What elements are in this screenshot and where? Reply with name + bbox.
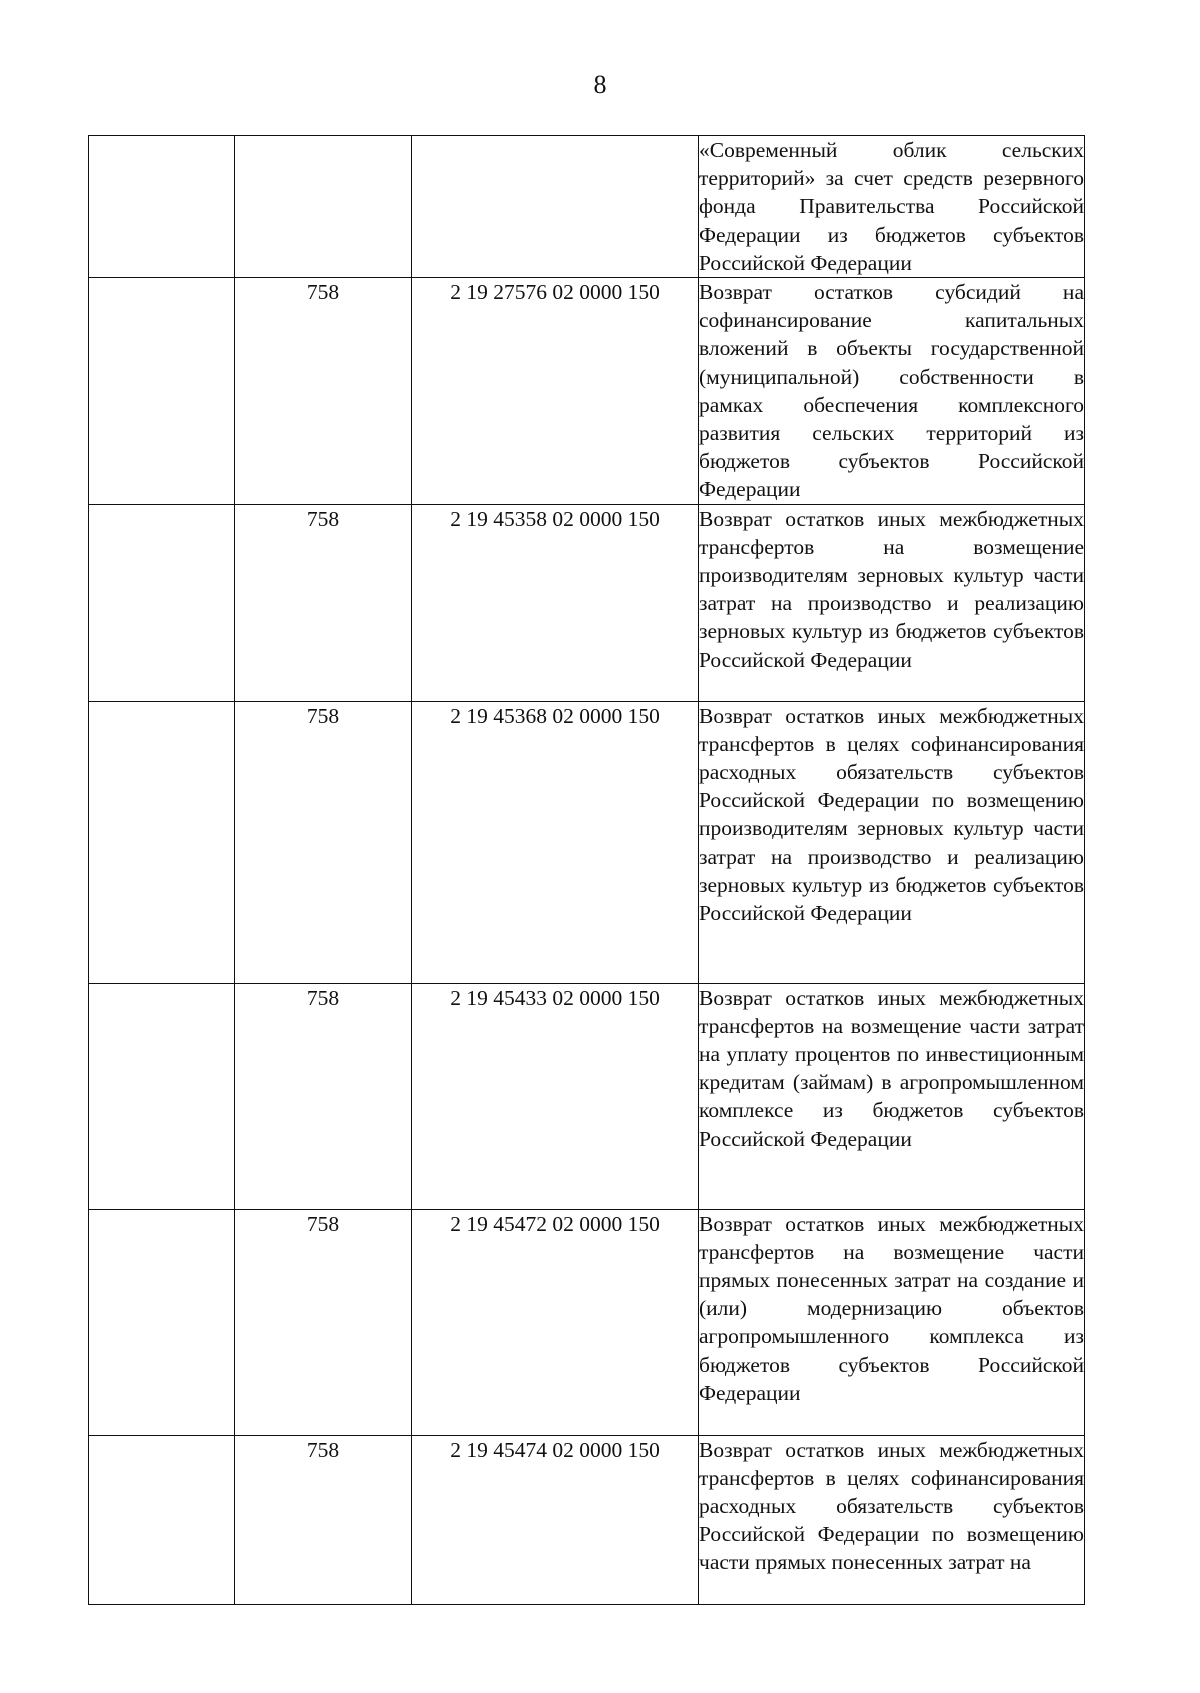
admin-code: 758 — [306, 1437, 340, 1462]
admin-code-cell — [235, 504, 412, 701]
description-text: Возврат остатков иных межбюджетных трансфертов на возмещение части затрат на уплату процентов по инвестиционным кредитам (займам) в агропромышленном комплексе из бюджетов субъектов Российской Федерации — [699, 985, 1084, 1151]
budget-code-cell — [412, 701, 699, 983]
description-cell — [699, 701, 1085, 983]
empty-cell — [89, 504, 235, 701]
empty-cell — [89, 701, 235, 983]
budget-code-cell — [412, 1209, 699, 1435]
table-row — [89, 701, 1085, 983]
admin-code: 758 — [306, 1211, 340, 1236]
description-text: «Современный облик сельских территорий» за счет средств резервного фонда Правительства Российской Федерации из бюджетов субъектов Российской Федерации — [699, 138, 1084, 275]
admin-code-cell — [235, 1435, 412, 1604]
admin-code: 758 — [306, 703, 340, 728]
description-cell — [699, 136, 1085, 278]
table-row — [89, 278, 1085, 505]
admin-code-cell — [235, 701, 412, 983]
admin-code-cell — [235, 1209, 412, 1435]
budget-code-cell — [412, 1435, 699, 1604]
description-text: Возврат остатков иных межбюджетных трансфертов на возмещение части прямых понесенных затрат на создание и (или) модернизацию объектов агропромышленного комплекса из бюджетов субъектов Российской Федерации — [699, 1211, 1084, 1405]
empty-cell — [89, 1209, 235, 1435]
description-text: Возврат остатков иных межбюджетных трансфертов в целях софинансирования расходных обязательств субъектов Российской Федерации по возмещению части прямых понесенных затрат на — [699, 1437, 1084, 1575]
budget-code: 2 19 45358 02 0000 150 — [450, 506, 660, 531]
budget-code-cell — [412, 504, 699, 701]
description-cell — [699, 983, 1085, 1209]
description-text: Возврат остатков субсидий на софинансирование капитальных вложений в объекты государственной (муниципальной) собственности в рамках обеспечения комплексного развития сельских территорий из бюджетов субъектов Российской Федерации — [699, 280, 1084, 502]
empty-cell — [89, 278, 235, 505]
admin-code: 758 — [306, 506, 340, 531]
admin-code-cell — [235, 136, 412, 278]
description-cell — [699, 278, 1085, 505]
budget-code: 2 19 45472 02 0000 150 — [450, 1211, 660, 1236]
admin-code: 758 — [306, 985, 340, 1010]
budget-code: 2 19 45433 02 0000 150 — [450, 985, 660, 1010]
description-cell — [699, 1435, 1085, 1604]
table-row — [89, 1209, 1085, 1435]
budget-codes-table — [88, 135, 1085, 1605]
empty-cell — [89, 136, 235, 278]
table-row — [89, 1435, 1085, 1604]
description-cell — [699, 504, 1085, 701]
empty-cell — [89, 1435, 235, 1604]
table-row — [89, 983, 1085, 1209]
admin-code: 758 — [306, 280, 340, 305]
description-text: Возврат остатков иных межбюджетных трансфертов на возмещение производителям зерновых культур части затрат на производство и реализацию зерновых культур из бюджетов субъектов Российской Федерации — [699, 506, 1084, 672]
table-row — [89, 136, 1085, 278]
budget-code: 2 19 45474 02 0000 150 — [450, 1437, 660, 1462]
budget-code-cell — [412, 136, 699, 278]
empty-cell — [89, 983, 235, 1209]
budget-code-cell — [412, 278, 699, 505]
page-number: 8 — [593, 70, 607, 99]
description-text: Возврат остатков иных межбюджетных трансфертов в целях софинансирования расходных обязательств субъектов Российской Федерации по возмещению производителям зерновых культур части затрат на производство и реализацию зерновых культур из бюджетов субъектов Российской Федерации — [699, 703, 1084, 926]
budget-code: 2 19 45368 02 0000 150 — [450, 703, 660, 728]
admin-code-cell — [235, 983, 412, 1209]
admin-code-cell — [235, 278, 412, 505]
description-cell — [699, 1209, 1085, 1435]
budget-code: 2 19 27576 02 0000 150 — [450, 280, 660, 305]
budget-code-cell — [412, 983, 699, 1209]
table-row — [89, 504, 1085, 701]
